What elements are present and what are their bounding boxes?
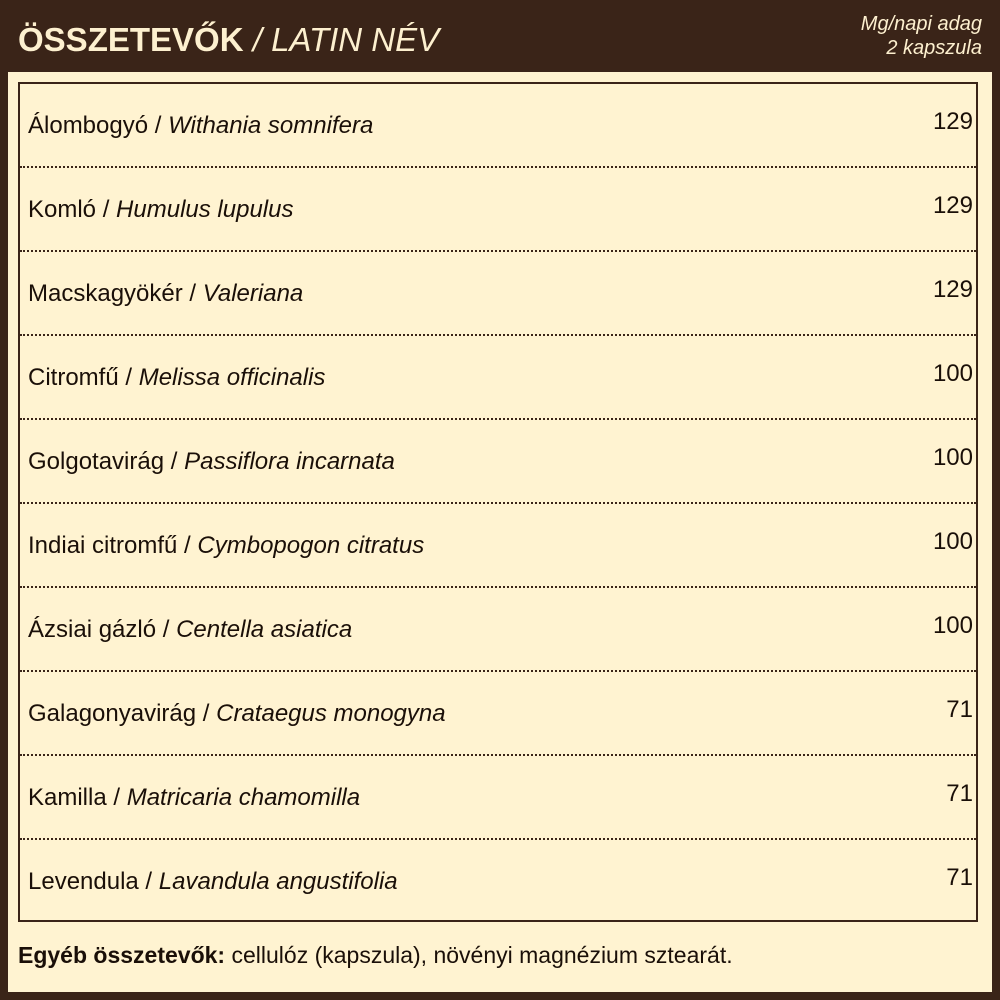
table-row xyxy=(20,672,976,756)
content-panel xyxy=(8,72,992,992)
table-row xyxy=(20,420,976,504)
title-latin-name: LATIN NÉV xyxy=(271,21,440,58)
title-separator: / xyxy=(243,21,272,58)
common-name: Citromfű xyxy=(28,364,119,391)
latin-name: Cymbopogon citratus xyxy=(197,532,425,559)
dosage-value: 71 xyxy=(946,696,973,723)
name-separator: / xyxy=(196,700,217,727)
common-name: Indiai citromfű xyxy=(28,532,178,559)
ingredients-table xyxy=(18,82,978,922)
latin-name: Melissa officinalis xyxy=(138,364,326,391)
table-row xyxy=(20,168,976,252)
table-row xyxy=(20,336,976,420)
latin-name: Centella asiatica xyxy=(176,616,353,643)
dosage-value: 129 xyxy=(932,192,973,219)
header xyxy=(0,0,1000,72)
dosage-value: 129 xyxy=(932,108,973,135)
table-row xyxy=(20,840,976,924)
ingredient-name xyxy=(28,112,373,140)
latin-name: Matricaria chamomilla xyxy=(126,784,361,811)
common-name: Macskagyökér xyxy=(28,280,183,307)
name-separator: / xyxy=(106,784,127,811)
ingredient-name xyxy=(28,868,398,896)
ingredient-name xyxy=(28,784,360,812)
dosage-value: 100 xyxy=(932,612,973,639)
name-separator: / xyxy=(118,364,139,391)
other-ingredients-label: Egyéb összetevők: xyxy=(18,942,226,968)
dosage-value: 100 xyxy=(932,528,973,555)
latin-name: Crataegus monogyna xyxy=(216,700,446,727)
dosage-value: 129 xyxy=(932,276,973,303)
ingredient-name xyxy=(28,700,446,728)
dosage-unit-line1: Mg/napi adag xyxy=(860,13,982,35)
title-ingredients: ÖSSZETEVŐK xyxy=(18,21,244,58)
dosage-value: 100 xyxy=(932,444,973,471)
dosage-unit-line2: 2 kapszula xyxy=(886,37,982,59)
table-row xyxy=(20,756,976,840)
common-name: Levendula xyxy=(28,868,139,895)
ingredient-name xyxy=(28,364,325,392)
page-title xyxy=(18,20,439,60)
common-name: Álombogyó xyxy=(28,112,149,139)
table-row xyxy=(20,504,976,588)
name-separator: / xyxy=(164,448,185,475)
common-name: Kamilla xyxy=(28,784,107,811)
latin-name: Lavandula angustifolia xyxy=(158,868,398,895)
dosage-header xyxy=(861,12,982,60)
name-separator: / xyxy=(138,868,159,895)
ingredient-name xyxy=(28,280,303,308)
other-ingredients-note xyxy=(18,942,982,969)
common-name: Komló xyxy=(28,196,97,223)
name-separator: / xyxy=(156,616,177,643)
table-row xyxy=(20,588,976,672)
table-row xyxy=(20,84,976,168)
latin-name: Withania somnifera xyxy=(168,112,374,139)
ingredient-name xyxy=(28,616,352,644)
dosage-value: 100 xyxy=(932,360,973,387)
name-separator: / xyxy=(148,112,169,139)
ingredient-name xyxy=(28,196,293,224)
ingredient-name xyxy=(28,448,395,476)
name-separator: / xyxy=(182,280,203,307)
latin-name: Valeriana xyxy=(202,280,304,307)
latin-name: Passiflora incarnata xyxy=(184,448,395,475)
common-name: Galagonyavirág xyxy=(28,700,197,727)
latin-name: Humulus lupulus xyxy=(116,196,294,223)
common-name: Ázsiai gázló xyxy=(28,616,157,643)
name-separator: / xyxy=(177,532,198,559)
table-row xyxy=(20,252,976,336)
ingredient-name xyxy=(28,532,424,560)
other-ingredients-text: cellulóz (kapszula), növényi magnézium sztearát. xyxy=(225,942,733,968)
common-name: Golgotavirág xyxy=(28,448,165,475)
name-separator: / xyxy=(96,196,117,223)
dosage-value: 71 xyxy=(946,864,973,891)
dosage-value: 71 xyxy=(946,780,973,807)
